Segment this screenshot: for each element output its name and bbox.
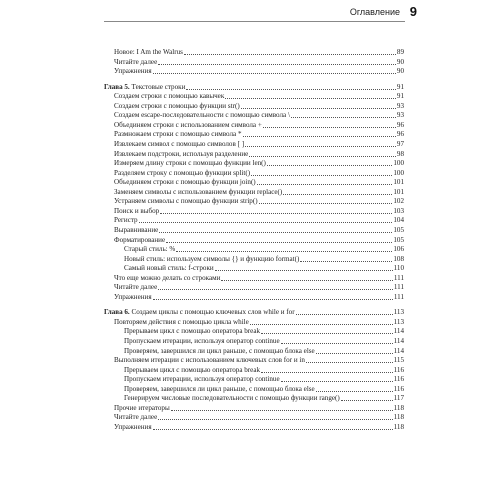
toc-entry-page: 89 — [396, 48, 404, 56]
toc-entry — [104, 273, 404, 283]
toc-entry-title: Проверяем, завершился ли цикл раньше, с помощью блока else — [124, 346, 315, 355]
toc-entry-page: 90 — [396, 57, 404, 66]
toc-leader-dots — [153, 429, 393, 430]
toc-entry-page: 91 — [396, 82, 404, 91]
toc-leader-dots — [250, 324, 393, 325]
toc-entry-page: 111 — [393, 273, 404, 282]
toc-entry — [104, 292, 404, 302]
running-header — [0, 0, 500, 22]
toc-leader-dots — [158, 64, 396, 65]
toc-entry-title: Новое: I Am the Walrus — [114, 48, 183, 56]
toc-leader-dots — [158, 289, 393, 290]
toc-leader-dots — [139, 222, 393, 223]
toc-leader-dots — [300, 261, 392, 262]
toc-entry-title: Новый стиль: используем символы {} и функцию format() — [124, 254, 300, 263]
toc-entry-title: Читайте далее — [114, 283, 158, 292]
toc-entry-page: 110 — [393, 264, 404, 273]
toc-entry-title: Прочие итераторы — [114, 403, 170, 412]
toc-entry-page: 96 — [396, 120, 404, 129]
toc-entry — [104, 244, 404, 254]
toc-entry-title: Объединяем строки с помощью функции join() — [114, 178, 256, 187]
toc-leader-dots — [241, 108, 396, 109]
toc-entry-title: Прерываем цикл с помощью оператора break — [124, 327, 261, 336]
toc-entry-page: 118 — [393, 403, 404, 412]
toc-entry-title: Старый стиль: % — [124, 245, 176, 253]
toc-entry-title: Генерируем числовые последовательности с помощью функции range() — [124, 394, 340, 403]
toc-entry-page: 111 — [393, 283, 404, 292]
toc-leader-dots — [281, 381, 393, 382]
toc-entry-title: Упражнения — [114, 292, 152, 301]
toc-entry — [104, 206, 404, 216]
toc-entry — [104, 57, 404, 67]
toc-entry — [104, 187, 404, 197]
toc-entry — [104, 422, 404, 432]
toc-entry — [104, 393, 404, 403]
toc-entry — [104, 355, 404, 365]
toc-entry-page: 114 — [393, 327, 404, 336]
toc-entry-title: Устраняем символы с помощью функции strip() — [114, 197, 258, 206]
toc-entry-page: 93 — [396, 101, 404, 110]
header-divider — [104, 21, 405, 22]
toc-entry-page: 114 — [393, 337, 404, 345]
toc-entry-title: Заменяем символы с использованием функции replace() — [114, 187, 283, 196]
toc-entry-page: 105 — [393, 225, 404, 234]
toc-leader-dots — [263, 127, 396, 128]
toc-entry — [104, 254, 404, 264]
toc-leader-dots — [291, 117, 396, 118]
toc-entry-page: 90 — [396, 67, 404, 76]
toc-chapter-entry — [104, 82, 404, 92]
toc-entry — [104, 326, 404, 336]
toc-leader-dots — [249, 156, 396, 157]
toc-leader-dots — [251, 175, 392, 176]
toc-entry-page: 116 — [393, 365, 404, 374]
toc-entry — [104, 403, 404, 413]
toc-leader-dots — [341, 400, 393, 401]
toc-entry-title: Пропускаем итерации, используя оператор continue — [124, 337, 280, 345]
toc-entry-page: 100 — [393, 168, 404, 177]
toc-leader-dots — [184, 54, 396, 55]
toc-entry-page: 113 — [393, 317, 404, 326]
running-header-title: Оглавление — [349, 7, 400, 17]
toc-entry-title: Повторяем действия с помощью цикла while — [114, 317, 249, 326]
toc-leader-dots — [166, 242, 392, 243]
toc-leader-dots — [243, 136, 396, 137]
toc-entry-page: 97 — [396, 139, 404, 148]
toc-leader-dots — [153, 73, 396, 74]
toc-entry-title: Что еще можно делать со строками — [114, 273, 221, 282]
toc-entry-title: Размножаем строки с помощью символа * — [114, 130, 242, 139]
toc-entry-title: Прерываем цикл с помощью оператора break — [124, 365, 261, 374]
toc-entry-title: Выполняем итерации с использованием ключевых слов for и in — [114, 356, 305, 365]
toc-chapter-entry — [104, 307, 404, 317]
toc-leader-dots — [259, 203, 393, 204]
toc-entry — [104, 139, 404, 149]
toc-leader-dots — [281, 343, 393, 344]
toc-entry-page: 103 — [393, 206, 404, 215]
toc-entry — [104, 365, 404, 375]
toc-entry — [104, 235, 404, 245]
toc-leader-dots — [186, 89, 396, 90]
toc-entry — [104, 66, 404, 76]
toc-entry-title: Объединяем строки с использованием символа + — [114, 120, 262, 129]
toc-entry-title: Упражнения — [114, 67, 152, 76]
toc-entry — [104, 384, 404, 394]
toc-entry — [104, 110, 404, 120]
toc-entry-page: 96 — [396, 130, 404, 139]
toc-entry-title: Проверяем, завершился ли цикл раньше, с помощью блока else — [124, 384, 315, 393]
toc-leader-dots — [316, 353, 393, 354]
toc-entry-page: 91 — [396, 92, 404, 101]
toc-entry-title: Создаем строки с помощью функции str() — [114, 101, 240, 110]
toc-chapter-label: Глава 6. — [104, 308, 130, 317]
toc-leader-dots — [267, 165, 392, 166]
toc-entry — [104, 196, 404, 206]
toc-entry-title: Поиск и выбор — [114, 206, 160, 215]
toc-leader-dots — [261, 372, 393, 373]
toc-leader-dots — [153, 299, 393, 300]
toc-entry — [104, 177, 404, 187]
toc-entry-page: 108 — [393, 254, 404, 263]
toc-leader-dots — [261, 333, 393, 334]
toc-entry-title: Упражнения — [114, 422, 152, 431]
toc-entry — [104, 149, 404, 159]
toc-leader-dots — [159, 232, 392, 233]
toc-entry-title: Измеряем длину строки с помощью функции len() — [114, 159, 266, 167]
toc-entry-page: 114 — [393, 346, 404, 355]
toc-leader-dots — [257, 184, 393, 185]
toc-entry-title: Извлекаем подстроки, используя разделение — [114, 149, 249, 158]
page-number: 9 — [409, 4, 417, 19]
toc-entry-page: 101 — [393, 187, 404, 196]
toc-entry — [104, 101, 404, 111]
toc-entry — [104, 168, 404, 178]
toc-entry — [104, 129, 404, 139]
toc-entry-title: Создаем строки с помощью кавычек — [114, 92, 225, 101]
toc-leader-dots — [176, 251, 392, 252]
toc-leader-dots — [221, 280, 392, 281]
toc-leader-dots — [283, 194, 392, 195]
toc-entry-title: Форматирование — [114, 235, 166, 244]
toc-entry-page: 115 — [393, 356, 404, 365]
toc-entry-title: Разделяем строку с помощью функции split() — [114, 168, 251, 177]
toc-leader-dots — [215, 270, 393, 271]
toc-entry-page: 98 — [396, 149, 404, 158]
toc-leader-dots — [171, 410, 393, 411]
toc-entry-page: 116 — [393, 384, 404, 393]
toc-entry-page: 118 — [393, 413, 404, 422]
toc-entry-title — [104, 307, 295, 317]
toc-entry-page: 102 — [393, 197, 404, 206]
toc-entry-title: Пропускаем итерации, используя оператор continue — [124, 375, 280, 384]
toc-entry-page: 111 — [393, 292, 404, 301]
toc-leader-dots — [245, 146, 396, 147]
toc-entry-page: 101 — [393, 178, 404, 187]
toc-entry-page: 100 — [393, 159, 404, 167]
toc-entry-page: 106 — [393, 245, 404, 253]
toc-entry-page: 116 — [393, 375, 404, 384]
toc-chapter-title: Текстовые строки — [131, 82, 186, 91]
toc-entry — [104, 91, 404, 101]
toc-entry-title: Читайте далее — [114, 57, 158, 66]
toc-leader-dots — [225, 98, 396, 99]
toc-entry — [104, 282, 404, 292]
toc-chapter-title: Создаем циклы с помощью ключевых слов while и for — [131, 308, 295, 317]
toc-leader-dots — [160, 213, 392, 214]
toc-entry — [104, 158, 404, 168]
toc-entry — [104, 47, 404, 57]
toc-entry-title: Самый новый стиль: f-строки — [124, 264, 214, 273]
toc-entry — [104, 346, 404, 356]
toc-leader-dots — [306, 362, 393, 363]
toc-entry-page: 113 — [393, 308, 404, 317]
toc-entry-page: 93 — [396, 111, 404, 120]
toc-entry — [104, 263, 404, 273]
toc-entry-title: Выравнивание — [114, 225, 159, 234]
toc-entry-page: 105 — [393, 235, 404, 244]
toc-chapter-label: Глава 5. — [104, 82, 130, 91]
toc-entry — [104, 215, 404, 225]
toc-entry-title: Извлекаем символ с помощью символов [ ] — [114, 139, 245, 148]
toc-entry-title: Создаем escape-последовательности с помощью символа \ — [114, 111, 290, 120]
toc-entry-title — [104, 82, 185, 92]
toc-entry-title: Регистр — [114, 216, 138, 225]
toc-entry — [104, 336, 404, 346]
toc-leader-dots — [316, 391, 393, 392]
toc-entry-page: 118 — [393, 422, 404, 431]
toc-entry-page: 117 — [393, 394, 404, 403]
toc-entry — [104, 317, 404, 327]
toc-entry — [104, 225, 404, 235]
toc-entry-page: 104 — [393, 216, 404, 225]
toc-entry — [104, 120, 404, 130]
toc-entry-title: Читайте далее — [114, 413, 158, 422]
toc-leader-dots — [158, 419, 392, 420]
toc-entry — [104, 374, 404, 384]
toc-leader-dots — [296, 314, 393, 315]
toc-entry — [104, 412, 404, 422]
